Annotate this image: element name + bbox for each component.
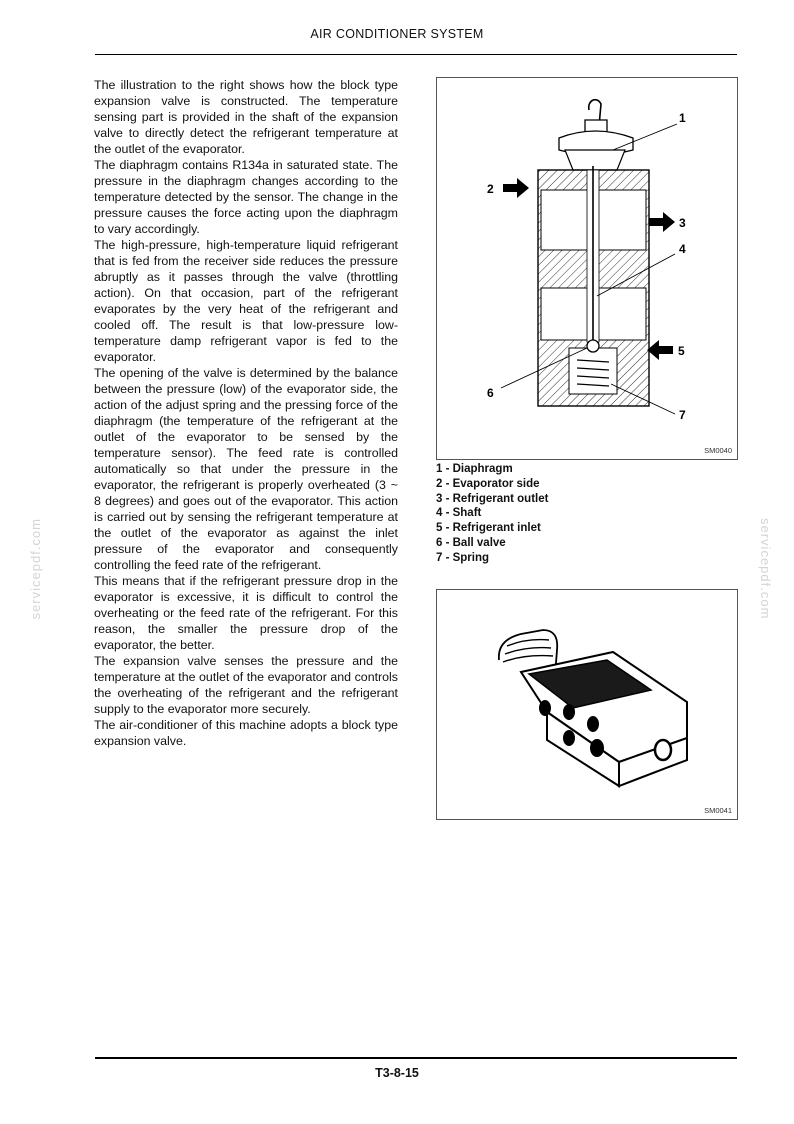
callout-3: 3 xyxy=(679,216,686,230)
figure-code: SM0040 xyxy=(704,446,732,455)
arrow-3 xyxy=(649,212,675,232)
callout-4: 4 xyxy=(679,242,686,256)
watermark-left: servicepdf.com xyxy=(28,518,43,620)
paragraph: This means that if the refrigerant pressure drop in the evaporator is excessive, it is difficult to control the overheating or the feed rate of the refrigerant. For this reason, the smaller the pressure drop of the evaporator, the better. xyxy=(94,574,398,652)
ball-valve-shape xyxy=(587,340,599,352)
watermark-right: servicepdf.com xyxy=(758,518,773,620)
valve-section-drawing xyxy=(437,78,737,459)
footer-divider xyxy=(95,1057,737,1059)
legend-item: 1 - Diaphragm xyxy=(436,463,513,475)
valve-perspective-drawing xyxy=(437,590,737,819)
callout-2: 2 xyxy=(487,182,494,196)
arrow-5 xyxy=(647,340,673,360)
paragraph: The air-conditioner of this machine adopts a block type expansion valve. xyxy=(94,718,398,748)
paragraph: The diaphragm contains R134a in saturated state. The pressure in the diaphragm changes according to the temperature detected by the sensor. The change in the pressure causes the force acting upon the diaphragm to vary accordingly. xyxy=(94,158,398,236)
paragraph: The opening of the valve is determined by the balance between the pressure (low) of the evaporator side, the action of the adjust spring and the pressing force of the diaphragm (the temperature of the refrigerant at the outlet of the evaporator to be sensed by the temperature sensor). The feed rate is controlled automatically so that under the pressure in the evaporator, the refrigerant is properly overheated (3 ~ 8 degrees) and goes out of the evaporator. This action is carried out by sensing the refrigerant temperature at the outlet of the evaporator as against the inlet pressure of the evaporator and consequently controlling the feed rate of the refrigerant. xyxy=(94,366,398,572)
page-header-title: AIR CONDITIONER SYSTEM xyxy=(310,27,484,41)
paragraph: The high-pressure, high-temperature liquid refrigerant that is fed from the receiver side reduces the pressure abruptly as it passes through the valve (throttling action). On that occasion, part of the refrigerant evaporates by the very heat of the refrigerant and cooled off. The result is that low-pressure low-temperature damp refrigerant vapor is fed to the evaporator. xyxy=(94,238,398,364)
callout-5: 5 xyxy=(678,344,685,358)
figure-legend xyxy=(436,462,736,566)
expansion-valve-section-figure xyxy=(436,77,738,460)
callout-1: 1 xyxy=(679,111,686,125)
expansion-valve-perspective-figure xyxy=(436,589,738,820)
legend-item: 3 - Refrigerant outlet xyxy=(436,492,549,505)
body-text xyxy=(94,77,398,749)
header-divider xyxy=(95,54,737,55)
legend-item: 6 - Ball valve xyxy=(436,536,506,549)
paragraph: The illustration to the right shows how the block type expansion valve is constructed. The temperature sensing part is provided in the shaft of the expansion valve to directly detect the refrigerant temperature at the outlet of the evaporator. xyxy=(94,78,398,156)
legend-item: 4 - Shaft xyxy=(436,507,482,520)
legend-item: 5 - Refrigerant inlet xyxy=(436,522,541,535)
figure-code: SM0041 xyxy=(704,806,732,815)
arrow-2 xyxy=(503,178,529,198)
page-number: T3-8-15 xyxy=(375,1066,419,1080)
callout-7: 7 xyxy=(679,408,686,422)
legend-item: 7 - Spring xyxy=(436,551,490,564)
callout-6: 6 xyxy=(487,386,494,400)
paragraph: The expansion valve senses the pressure and the temperature at the outlet of the evaporator and controls the overheating of the refrigerant and the refrigerant supply to the evaporator more securely. xyxy=(94,654,398,716)
legend-item: 2 - Evaporator side xyxy=(436,477,540,490)
